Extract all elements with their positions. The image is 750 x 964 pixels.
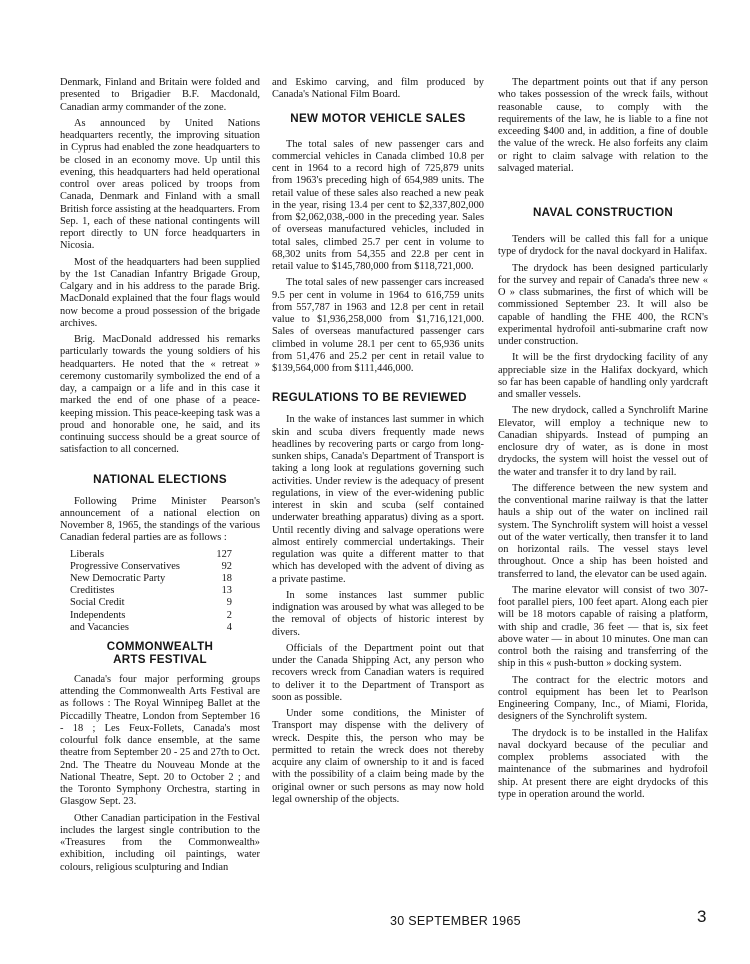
party-standings-table	[70, 549, 260, 634]
column-1	[60, 77, 260, 878]
paragraph: Tenders will be called this fall for a unique type of drydock for the naval dockyard in Halifax.	[498, 234, 708, 258]
party-row	[70, 597, 260, 609]
paragraph: The marine elevator will consist of two 307-foot parallel piers, 100 feet apart. Along each pier will be 18 motors capable of raising a platform, with ship and cradle, 36 feet — that is, six feet above water — in about 10 minutes. One man can control both the raising and transferring of the ship in this « push-button » docking system.	[498, 584, 708, 670]
paragraph: The drydock is to be installed in the Halifax naval dockyard because of the peculiar and complex problems associated with the maintenance of the submarines and hydrofoil ship. At present there are eight drydocks of this type in operation around the world.	[498, 727, 708, 800]
paragraph: The total sales of new passenger cars increased 9.5 per cent in volume in 1964 to 616,759 units from 557,787 in 1963 and 12.8 per cent in retail value to $1,936,258,000 from $1,716,121,000. Sales of overseas manufactured passenger cars climbed in volume 28.1 per cent to 65,936 units from 51,476 and 25.2 per cent in retail value to $139,564,000 from $111,446,000.	[272, 277, 484, 374]
paragraph: Canada's four major performing groups attending the Commonwealth Arts Festival are as follows : The Royal Winnipeg Ballet at the Piccadilly Theatre, London from September 16 - 18 ; Les Feux-Follets, Canada's most colourful folk dance ensemble, at the same theatre from September 20 - 25 and 27th to Oct. 2nd. The Theatre du Nouveau Monde at the National Theatre, Sept. 20 to October 2 ; and the Toronto Symphony Orchestra, starting in Glasgow Sept. 23.	[60, 673, 260, 808]
paragraph: It will be the first drydocking facility of any appreciable size in the Halifax dockyard, which so far has been capable of handling only yardcraft and smaller vessels.	[498, 352, 708, 400]
party-name: Social Credit	[70, 597, 125, 609]
party-row	[70, 585, 260, 597]
paragraph: The new drydock, called a Synchrolift Marine Elevator, will employ a technique new to Canadian shipyards. Instead of pumping an enclosure dry of water, as is done in most drydocks, the system will hoist the vessel out of the water and transfer it to dry land by rail.	[498, 405, 708, 478]
party-name: New Democratic Party	[70, 572, 166, 584]
party-name: and Vacancies	[70, 621, 129, 633]
section-heading-naval-construction: NAVAL CONSTRUCTION	[532, 206, 673, 219]
paragraph: Most of the headquarters had been supplied by the 1st Canadian Infantry Brigade Group, Calgary and in his address to the parade Brig. MacDonald explained that the four flags would now become a proud possession of the brigade archives.	[60, 256, 260, 329]
party-seats: 92	[221, 560, 232, 572]
paragraph: and Eskimo carving, and film produced by Canada's National Film Board.	[272, 77, 484, 101]
party-seats: 9	[226, 597, 232, 609]
party-row	[70, 622, 260, 634]
paragraph: Under some conditions, the Minister of Transport may dispense with the delivery of wreck. Despite this, the person who may be permitted to retain the wreck does not thereby acquire any claim of ownership to it and is faced with the possibility of a claim being made by the original owner or such persons as may now hold legal ownership of the objects.	[272, 708, 484, 805]
party-seats: 4	[226, 621, 232, 633]
party-row	[70, 561, 260, 573]
paragraph: Other Canadian participation in the Festival includes the largest single contribution to the «Treasures from the Commonwealth» exhibition, including oil paintings, water colours, religious sculpturing and Indian	[60, 812, 260, 873]
party-name: Creditistes	[70, 585, 115, 597]
paragraph: Officials of the Department point out that under the Canada Shipping Act, any person who recovers wreck from Canadian waters is required to deliver it to the Department of Transport as soon as possible.	[272, 642, 484, 703]
party-name: Progressive Conservatives	[70, 560, 180, 572]
party-seats: 127	[216, 548, 232, 560]
paragraph: In the wake of instances last summer in which skin and scuba divers frequently made news headlines by recovering parts or cargo from long-sunken ships, Canada's Department of Transport is taking a long look at regulations governing such activities. Under review is the adequacy of present regulations, in view of the ever-widening public interest in skin and scuba (self contained underwater breathing apparatus) diving as a sport. Until recently diving and salvage operations were almost entirely commercial undertakings. Their regulation was quite a different matter to that which has developed with the advent of diving as a private pastime.	[272, 414, 484, 585]
column-2	[272, 77, 484, 810]
paragraph: As announced by United Nations headquarters recently, the improving situation in Cyprus had enabled the zone headquarters to be closed in an economy move. Up until this evening, this headquarters had held operational control over areas policed by troops from Canada, Denmark and Finland with a small British force assisting at the headquarters. From Sep. 1, each of these national contingents will report directly to UN force headquarters in Nicosia.	[60, 117, 260, 252]
section-heading-national-elections: NATIONAL ELECTIONS	[93, 472, 227, 486]
party-row	[70, 610, 260, 622]
party-seats: 2	[226, 609, 232, 621]
party-seats: 18	[221, 572, 232, 584]
issue-date: 30 SEPTEMBER 1965	[390, 914, 521, 928]
paragraph: The department points out that if any person who takes possession of the wreck fails, without reasonable cause, to comply with the requirements of the law, he is liable to a fine not exceeding $400 and, in addition, a fine of double the value of the wreck. He also forfeits any claim or right to claim salvage with relation to the salvaged material.	[498, 77, 708, 174]
page-number: 3	[697, 907, 707, 926]
paragraph: The contract for the electric motors and control equipment has been let to Pearlson Engineering Company, Inc., of Miami, Florida, designers of the Synchrolift system.	[498, 674, 708, 723]
paragraph: Denmark, Finland and Britain were folded and presented to Brigadier B.F. Macdonald, Canadian army commander of the zone.	[60, 77, 260, 113]
paragraph: The drydock has been designed particularly for the survey and repair of Canada's three new « O » class submarines, the first of which will be commissioned September 23. It will also be capable of handling the FHE 400, the RCN's experimental hydrofoil anti-submarine craft now under construction.	[498, 262, 708, 347]
party-seats: 13	[221, 585, 232, 597]
section-heading-commonwealth-arts-festival	[60, 640, 260, 666]
paragraph: The total sales of new passenger cars and commercial vehicles in Canada climbed 10.8 per cent in 1964 to a record high of 725,879 units from 1963's preceding high of 654,989 units. The retail value of these sales also reached a new peak in the year, rising 13.4 per cent to $2,337,802,000 from $2,062,038,-000 in the preceding year. Sales of overseas manufactured vehicles, included in total sales, climbed 25.7 per cent in volume to 68,302 units from 54,355 and 22.8 per cent in retail value to $145,780,000 from $118,721,000.	[272, 138, 484, 272]
heading-line: ARTS FESTIVAL	[113, 652, 207, 666]
column-3	[498, 77, 708, 805]
section-heading-regulations-to-be-reviewed: REGULATIONS TO BE REVIEWED	[272, 391, 467, 405]
heading-line: COMMONWEALTH	[106, 639, 214, 653]
party-row	[70, 549, 260, 561]
party-name: Liberals	[70, 548, 105, 560]
paragraph: In some instances last summer public indignation was aroused by what was alleged to be the removal of objects of historic interest by divers.	[272, 589, 484, 638]
section-heading-new-motor-vehicle-sales: NEW MOTOR VEHICLE SALES	[290, 111, 466, 125]
paragraph: The difference between the new system and the conventional marine railway is that the latter hauls a ship out of the water on inclined rail system. The Synchrolift system will hoist a vessel out of the water vertically, then transfer it to land on horizontal rails. The vessel stays level throughout. Once a ship has been hoisted and transferred to land, the elevator can be used again.	[498, 482, 708, 580]
paragraph: Brig. MacDonald addressed his remarks particularly towards the young soldiers of his headquarters. He noted that the « retreat » ceremony customarily symbolized the end of a day, a campaign or a life and in this case it marked the end of one phase of a peace-keeping mission. This peace-keeping task was a proud and honorable one, he said, and its continuing success should be a great source of satisfaction to all concerned.	[60, 334, 260, 456]
paragraph: Following Prime Minister Pearson's announcement of a national election on November 8, 1965, the standings of the various Canadian federal parties are as follows :	[60, 495, 260, 544]
party-name: Independents	[70, 609, 126, 621]
party-row	[70, 573, 260, 585]
